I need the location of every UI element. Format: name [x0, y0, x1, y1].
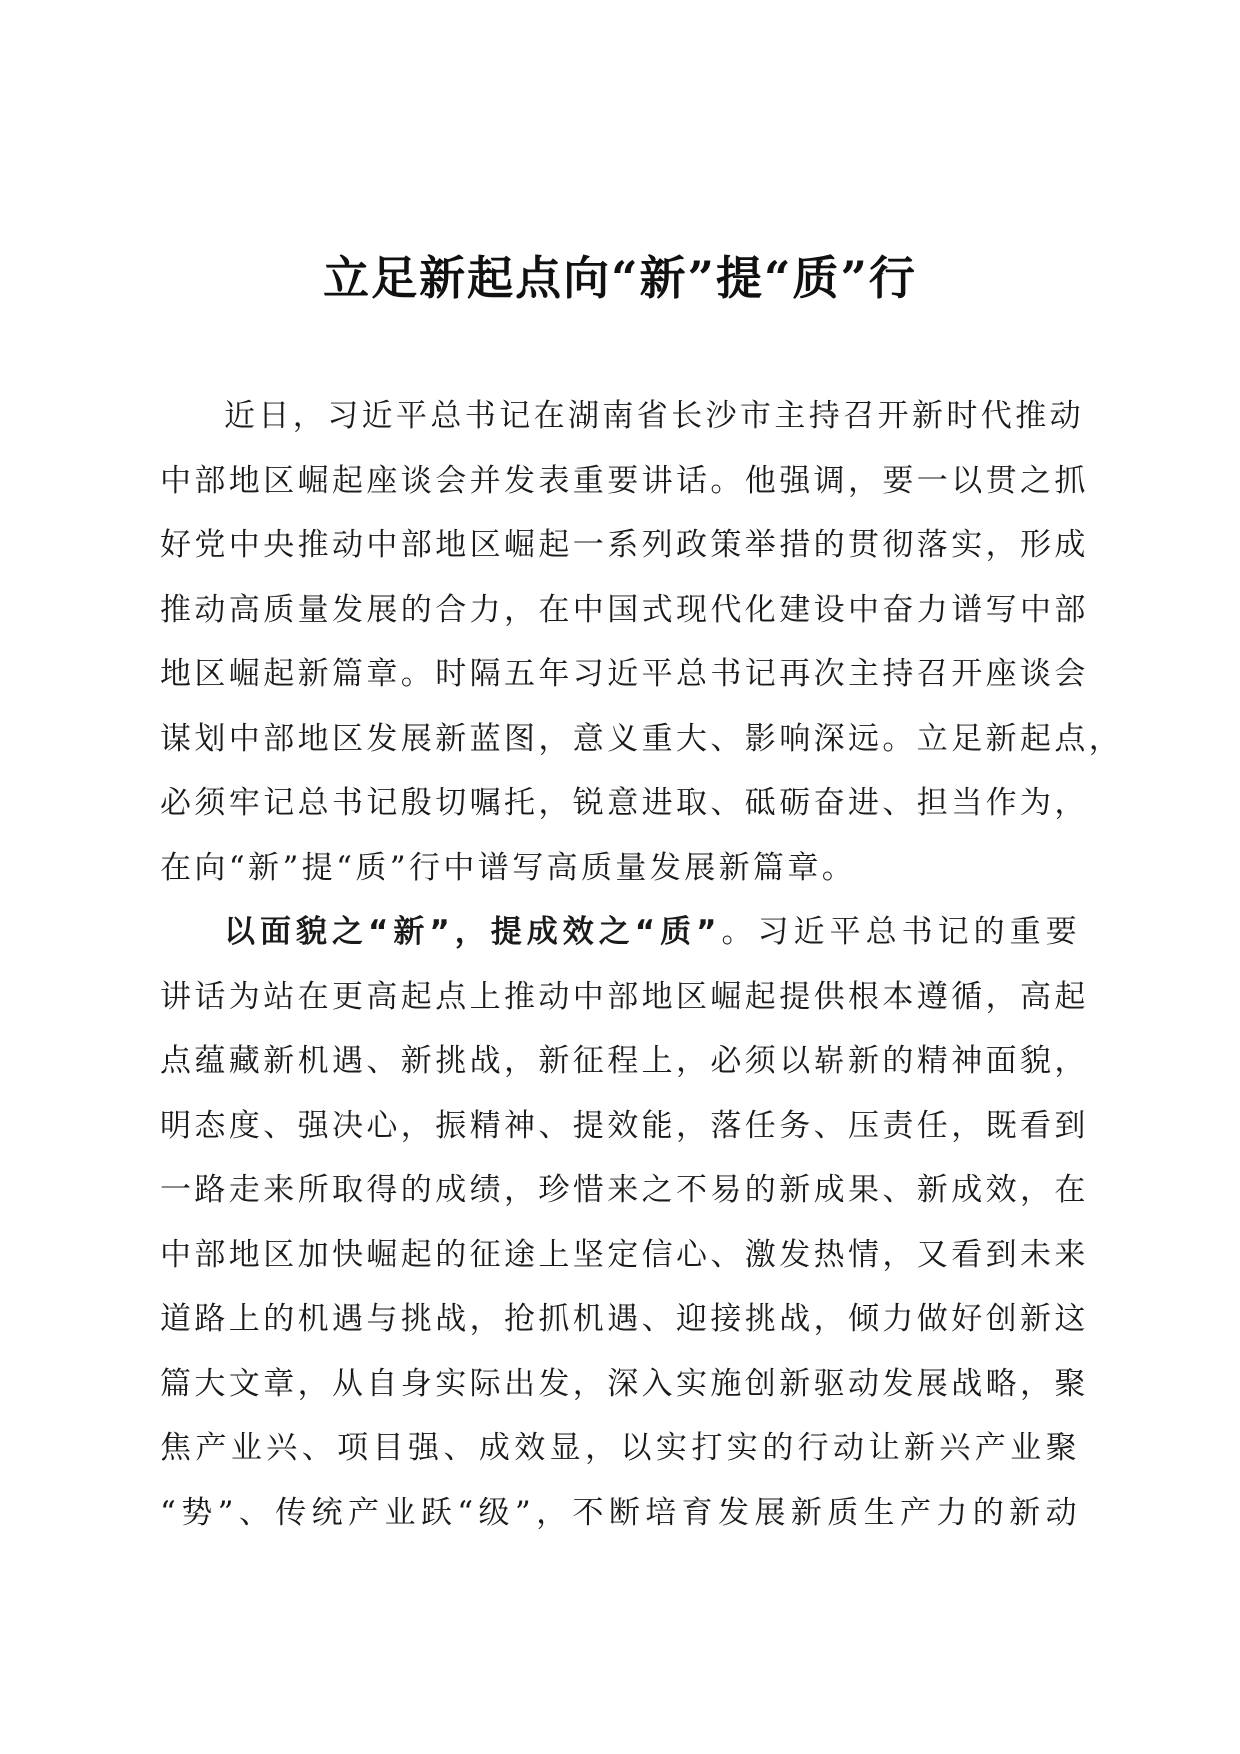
text-line: 讲话为站在更高起点上推动中部地区崛起提供根本遵循，高起 [160, 978, 1089, 1015]
paragraph-2 [160, 900, 1089, 1545]
text-line: 明态度、强决心，振精神、提效能，落任务、压责任，既看到 [160, 1107, 1089, 1144]
text-line: 推动高质量发展的合力，在中国式现代化建设中奋力谱写中部 [160, 591, 1089, 628]
paragraph-1 [160, 384, 1124, 900]
text-line: 道路上的机遇与挑战，抢抓机遇、迎接挑战，倾力做好创新这 [160, 1301, 1089, 1337]
text-line [160, 900, 1080, 965]
text-line: 地区崛起新篇章。时隔五年习近平总书记再次主持召开座谈会 [160, 656, 1089, 692]
text-line: 好党中央推动中部地区崛起一系列政策举措的贯彻落实，形成 [160, 527, 1089, 563]
text-line: 中部地区崛起座谈会并发表重要讲话。他强调，要一以贯之抓 [160, 462, 1089, 499]
text-line-remainder: 。习近平总书记的重要 [719, 914, 1080, 950]
text-line: “势”、传统产业跃“级”，不断培育发展新质生产力的新动 [160, 1494, 1080, 1531]
text-line: 近日，习近平总书记在湖南省长沙市主持召开新时代推动 [224, 398, 1084, 434]
text-line: 谋划中部地区发展新蓝图，意义重大、影响深远。立足新起点， [160, 720, 1124, 757]
text-line: 必须牢记总书记殷切嘱托，锐意进取、砥砺奋进、担当作为， [160, 785, 1089, 821]
text-line: 点蕴藏新机遇、新挑战，新征程上，必须以崭新的精神面貌， [160, 1043, 1089, 1079]
text-line: 一路走来所取得的成绩，珍惜来之不易的新成果、新成效，在 [160, 1172, 1089, 1208]
paragraph-lead-heading: 以面貌之“新”，提成效之“质” [224, 914, 720, 950]
article-title: 立足新起点向“新”提“质”行 [323, 251, 917, 305]
text-line: 焦产业兴、项目强、成效显，以实打实的行动让新兴产业聚 [160, 1430, 1080, 1466]
text-line: 篇大文章，从自身实际出发，深入实施创新驱动发展战略，聚 [160, 1365, 1089, 1402]
text-line: 在向“新”提“质”行中谱写高质量发展新篇章。 [160, 849, 857, 886]
text-line: 中部地区加快崛起的征途上坚定信心、激发热情，又看到未来 [160, 1236, 1089, 1273]
article-body [160, 384, 1124, 1545]
